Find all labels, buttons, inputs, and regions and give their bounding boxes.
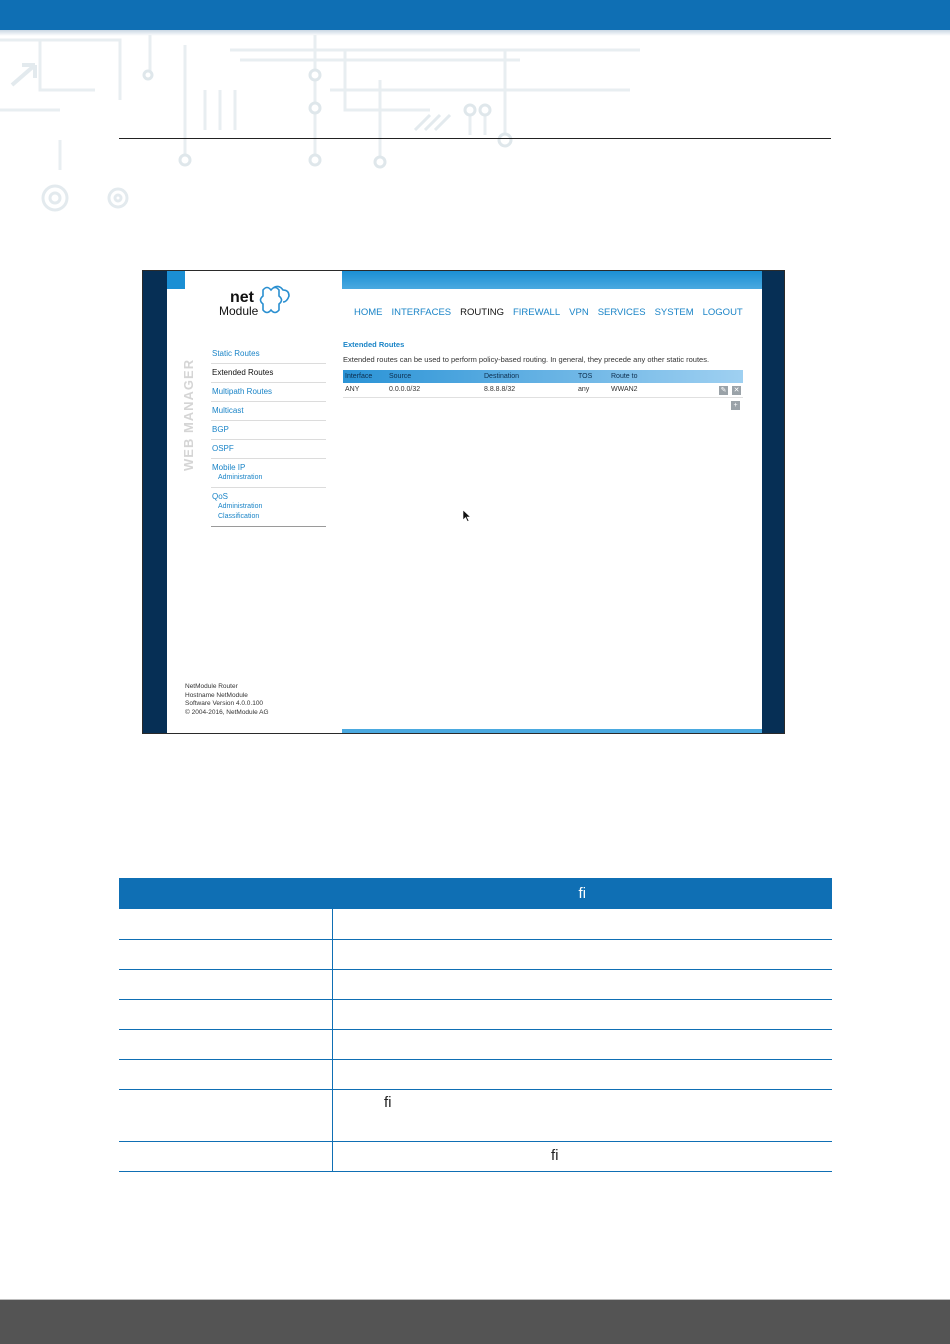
column-header-interface: Interface bbox=[345, 373, 373, 380]
sidebar-item-bgp[interactable]: BGP bbox=[211, 421, 326, 440]
cell-destination: 8.8.8.8/32 bbox=[484, 386, 516, 393]
circuit-decoration bbox=[0, 30, 640, 220]
device-info-line: Software Version 4.0.0.100 bbox=[185, 700, 264, 707]
top-navigation bbox=[354, 307, 743, 318]
table-row bbox=[119, 969, 832, 999]
content-bottom-bar bbox=[342, 729, 762, 733]
page-footer-band bbox=[0, 1300, 950, 1344]
table-row bbox=[119, 939, 832, 969]
web-manager-vertical-title: WEB MANAGER bbox=[181, 358, 196, 471]
sidebar-nav bbox=[211, 345, 326, 527]
sidebar-subitem-qos-administration[interactable]: Administration bbox=[218, 503, 263, 510]
nav-logout[interactable]: LOGOUT bbox=[702, 307, 743, 318]
sidebar-item-mobile-ip[interactable]: Mobile IP bbox=[212, 463, 246, 472]
header-rule bbox=[119, 138, 831, 139]
nav-system[interactable]: SYSTEM bbox=[654, 307, 694, 318]
table-row bbox=[119, 1089, 832, 1141]
content-top-bar bbox=[342, 271, 762, 289]
table-row bbox=[119, 909, 832, 939]
delete-icon[interactable]: ✕ bbox=[733, 386, 740, 394]
sidebar-item-ospf[interactable]: OSPF bbox=[211, 440, 326, 459]
sidebar-subitem-mobile-ip-administration[interactable]: Administration bbox=[218, 474, 263, 481]
edit-icon[interactable]: ✎ bbox=[720, 386, 727, 394]
table-row bbox=[119, 1059, 832, 1089]
sidebar-item-multipath-routes[interactable]: Multipath Routes bbox=[211, 383, 326, 402]
table-row bbox=[343, 383, 743, 398]
left-accent-bar bbox=[167, 271, 185, 289]
add-icon[interactable]: + bbox=[731, 401, 740, 410]
nav-services[interactable]: SERVICES bbox=[597, 307, 646, 318]
sidebar-group-qos bbox=[211, 488, 326, 527]
nav-firewall[interactable]: FIREWALL bbox=[512, 307, 561, 318]
nav-vpn[interactable]: VPN bbox=[569, 307, 589, 318]
nav-routing[interactable]: ROUTING bbox=[460, 307, 504, 318]
parameter-column-header bbox=[119, 878, 333, 909]
cell-interface: ANY bbox=[345, 386, 360, 393]
cell-source: 0.0.0.0/32 bbox=[389, 386, 421, 393]
logo-net-text: net bbox=[230, 289, 254, 306]
web-manager-screenshot bbox=[142, 270, 785, 734]
column-header-destination: Destination bbox=[484, 373, 520, 380]
description-column-header: ﬁ bbox=[333, 878, 833, 909]
table-row bbox=[119, 1029, 832, 1059]
sidebar-item-static-routes[interactable]: Static Routes bbox=[211, 345, 326, 364]
column-header-tos: TOS bbox=[578, 373, 593, 380]
cell-text: ﬁ bbox=[551, 1146, 559, 1164]
table-row bbox=[119, 999, 832, 1029]
parameter-table-header bbox=[119, 878, 832, 909]
add-row bbox=[343, 398, 743, 412]
nav-interfaces[interactable]: INTERFACES bbox=[391, 307, 452, 318]
sidebar-item-extended-routes[interactable]: Extended Routes bbox=[211, 364, 326, 383]
table-row bbox=[119, 1141, 832, 1171]
device-info-line: © 2004-2016, NetModule AG bbox=[185, 708, 269, 716]
cell-route-to: WWAN2 bbox=[611, 386, 638, 393]
cell-text: ﬁ bbox=[384, 1093, 392, 1111]
column-header-route-to: Route to bbox=[611, 373, 638, 380]
cell-tos: any bbox=[578, 386, 590, 393]
parameter-table bbox=[119, 878, 832, 1172]
web-manager-content bbox=[342, 271, 762, 733]
section-title: Extended Routes bbox=[343, 340, 405, 349]
sidebar-item-multicast[interactable]: Multicast bbox=[211, 402, 326, 421]
sidebar-group-mobile-ip bbox=[211, 459, 326, 488]
logo-module-text: Module bbox=[219, 304, 259, 318]
page-header-band bbox=[0, 0, 950, 30]
mouse-cursor-icon bbox=[463, 510, 471, 522]
netmodule-puzzle-logo-icon bbox=[259, 284, 291, 318]
web-manager-left-panel bbox=[167, 271, 342, 733]
device-info bbox=[185, 683, 269, 717]
section-description: Extended routes can be used to perform policy-based routing. In general, they precede any other static routes. bbox=[343, 355, 710, 364]
table-header bbox=[343, 370, 743, 383]
extended-routes-table bbox=[343, 370, 743, 412]
sidebar-item-qos[interactable]: QoS bbox=[212, 492, 229, 501]
device-info-line: NetModule Router bbox=[185, 683, 238, 690]
device-info-line: Hostname NetModule bbox=[185, 691, 248, 699]
column-header-source: Source bbox=[389, 373, 412, 380]
sidebar-subitem-qos-classification[interactable]: Classification bbox=[218, 513, 260, 520]
nav-home[interactable]: HOME bbox=[354, 307, 383, 318]
